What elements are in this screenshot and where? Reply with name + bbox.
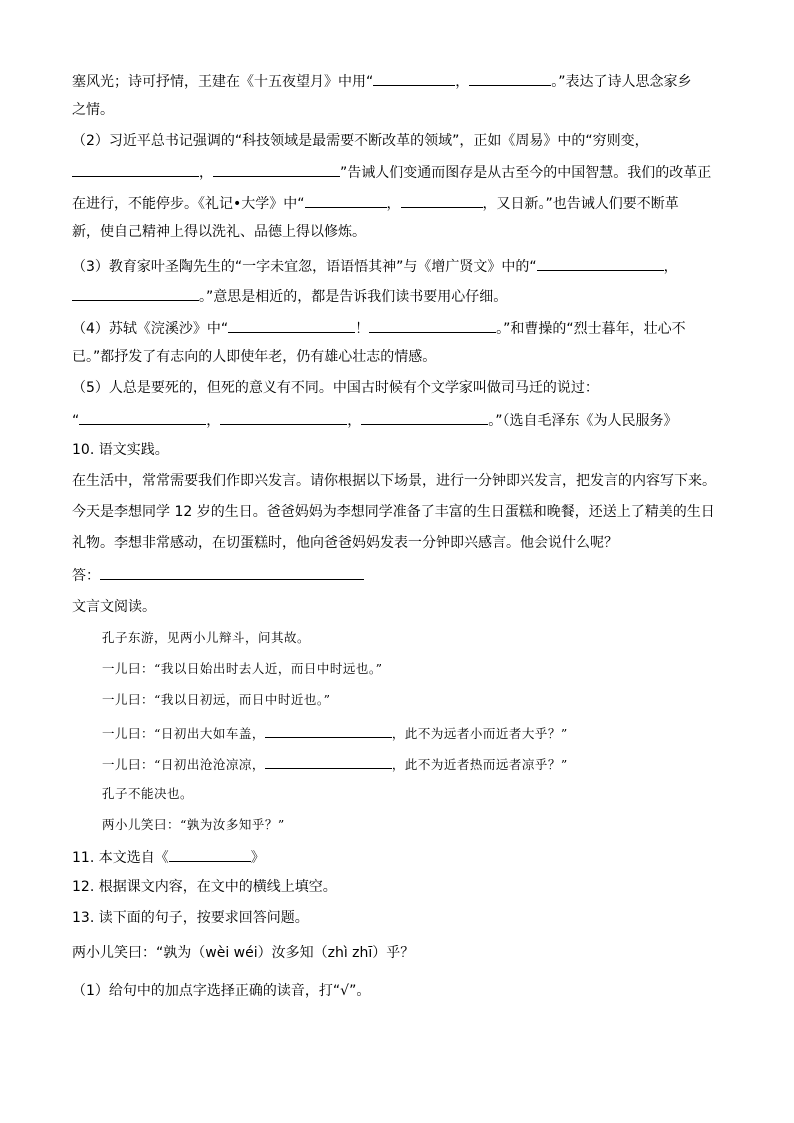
q11 [72, 846, 265, 866]
text: 。”意思是相近的，都是告诉我们读书要用心仔细。 [199, 289, 508, 305]
q9-part2-line-3 [72, 192, 679, 212]
answer-blank[interactable] [169, 846, 251, 862]
text: 。”和曹操的“烈士暮年，壮心不 [496, 321, 686, 337]
text: ， [199, 165, 213, 181]
text: ， [663, 259, 678, 275]
text: 一儿曰：“日初出沧沧凉凉， [102, 757, 265, 772]
answer-blank[interactable] [72, 161, 199, 177]
text: 一儿曰：“日初出大如车盖， [102, 726, 265, 741]
answer-blank[interactable] [369, 317, 496, 333]
answer-blank[interactable] [537, 255, 664, 271]
text: ， [347, 413, 362, 429]
text: “ [72, 413, 80, 429]
q10-line-2: 今天是李想同学 12 岁的生日。爸爸妈妈为李想同学准备了丰富的生日蛋糕和晚餐，还送上了精美的生日 [72, 504, 715, 520]
text: 。”表达了诗人思念家乡 [551, 74, 692, 90]
answer-blank[interactable] [213, 161, 340, 177]
reading-text-7: 两小儿笑曰：“孰为汝多知乎？” [102, 817, 285, 832]
q10-line-1: 在生活中，常常需要我们作即兴发言。请你根据以下场景，进行一分钟即兴发言，把发言的内容写下来。 [72, 473, 716, 489]
text: （3）教育家叶圣陶先生的“一字未宜忽，语语悟其神”与《增广贤文》中的“ [72, 259, 537, 275]
q9-line-1 [72, 70, 692, 90]
answer-blank[interactable] [305, 192, 387, 208]
text: ，此不为近者热而远者凉乎？” [391, 757, 568, 772]
answer-blank[interactable] [469, 70, 551, 86]
reading-text-3: 一儿曰：“我以日初远，而日中时近也。” [102, 692, 331, 707]
answer-blank[interactable] [72, 285, 199, 301]
q9-part3-line-1 [72, 255, 678, 275]
q9-part4-line-1 [72, 317, 686, 337]
text: ，此不为远者小而近者大乎？” [391, 726, 568, 741]
q13-title: 13. 读下面的句子，按要求回答问题。 [72, 910, 309, 926]
q10-title: 10. 语文实践。 [72, 442, 169, 458]
text: ， [206, 413, 221, 429]
q10-answer-line [72, 564, 364, 584]
reading-text-2: 一儿曰：“我以日始出时去人近，而日中时远也。” [102, 661, 383, 676]
text: ， [386, 196, 401, 212]
reading-text-1: 孔子东游，见两小儿辩斗，问其故。 [102, 630, 311, 645]
text: 11. 本文选自《 [72, 850, 169, 866]
answer-label: 答： [72, 568, 100, 584]
answer-blank[interactable] [265, 753, 392, 769]
q9-part5-line-1: （5）人总是要死的，但死的意义有不同。中国古时候有个文学家叫做司马迁的说过： [72, 380, 599, 396]
text: ！ [355, 321, 370, 337]
answer-input-line[interactable] [100, 564, 364, 580]
q9-part5-line-2 [72, 409, 678, 429]
q9-part2-line-4: 新，使自己精神上得以洗礼、品德上得以修炼。 [72, 224, 366, 240]
answer-blank[interactable] [79, 409, 206, 425]
text: ”告诫人们变通而图存是从古至今的中国智慧。我们的改革正 [340, 165, 712, 181]
q13-sub1: （1）给句中的加点字选择正确的读音，打“√”。 [72, 983, 371, 999]
answer-blank[interactable] [361, 409, 488, 425]
answer-blank[interactable] [265, 722, 392, 738]
reading-title: 文言文阅读。 [72, 599, 156, 615]
text: ，又日新。”也告诫人们要不断革 [482, 196, 679, 212]
text: 》 [250, 850, 265, 866]
text: 。”（选自毛泽东《为人民服务》 [488, 413, 678, 429]
q9-part2-line-2 [72, 161, 711, 181]
text: ， [455, 74, 470, 90]
q12: 12. 根据课文内容，在文中的横线上填空。 [72, 879, 337, 895]
q9-part2-line-1: （2）习近平总书记强调的“科技领域是最需要不断改革的领域”，正如《周易》中的“穷则变， [72, 133, 649, 149]
q13-sentence: 两小儿笑曰：“孰为（wèi wéi）汝多知（zhì zhī）乎？ [72, 945, 415, 961]
text: （4）苏轼《浣溪沙》中“ [72, 321, 229, 337]
q9-part3-line-2 [72, 285, 507, 305]
text: 塞风光；诗可抒情，王建在《十五夜望月》中用“ [72, 74, 374, 90]
q9-line-2: 之情。 [72, 102, 114, 118]
text: 在进行，不能停步。《礼记•大学》中“ [72, 196, 305, 212]
reading-text-6: 孔子不能决也。 [102, 786, 194, 801]
answer-blank[interactable] [373, 70, 455, 86]
answer-blank[interactable] [220, 409, 347, 425]
reading-text-5 [102, 753, 568, 773]
q10-line-3: 礼物。李想非常感动，在切蛋糕时，他向爸爸妈妈发表一分钟即兴感言。他会说什么呢？ [72, 535, 618, 551]
answer-blank[interactable] [401, 192, 483, 208]
reading-text-4 [102, 722, 568, 742]
answer-blank[interactable] [228, 317, 355, 333]
q9-part4-line-2: 已。”都抒发了有志向的人即使年老，仍有雄心壮志的情感。 [72, 349, 437, 365]
